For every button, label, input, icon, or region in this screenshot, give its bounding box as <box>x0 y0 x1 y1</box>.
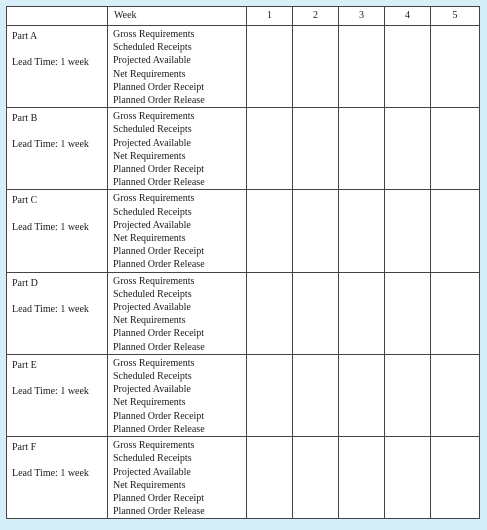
part-name: Part F <box>12 442 37 454</box>
part-cell <box>7 108 108 190</box>
week-cell[interactable] <box>385 272 431 354</box>
week-cell[interactable] <box>339 108 385 190</box>
row-label: Projected Available <box>113 55 191 67</box>
week-cell[interactable] <box>385 108 431 190</box>
row-label: Scheduled Receipts <box>113 288 192 300</box>
row-label: Planned Order Receipt <box>113 328 205 340</box>
part-name: Part D <box>12 277 38 289</box>
row-labels-cell <box>108 272 247 354</box>
row-label: Gross Requirements <box>113 440 195 452</box>
part-block <box>7 26 480 108</box>
part-block <box>7 190 480 272</box>
lead-time: Lead Time: 1 week <box>12 221 89 233</box>
week-cell[interactable] <box>293 437 339 519</box>
row-label: Projected Available <box>113 137 191 149</box>
part-cell <box>7 354 108 436</box>
row-label: Gross Requirements <box>113 111 195 123</box>
row-label: Net Requirements <box>113 150 186 162</box>
week-cell[interactable] <box>247 354 293 436</box>
row-label: Planned Order Release <box>113 95 205 107</box>
row-labels-cell <box>108 26 247 108</box>
part-cell <box>7 272 108 354</box>
part-cell <box>7 190 108 272</box>
corner-cell <box>7 7 108 26</box>
row-label: Net Requirements <box>113 315 186 327</box>
week-cell[interactable] <box>247 190 293 272</box>
row-label: Net Requirements <box>113 479 186 491</box>
week-cell[interactable] <box>247 437 293 519</box>
week-cell[interactable] <box>385 437 431 519</box>
week-cell[interactable] <box>431 354 480 436</box>
week-cell[interactable] <box>431 272 480 354</box>
row-label: Scheduled Receipts <box>113 124 192 136</box>
week-cell[interactable] <box>431 26 480 108</box>
part-name: Part C <box>12 195 38 207</box>
row-label: Gross Requirements <box>113 357 195 369</box>
week-cell[interactable] <box>385 26 431 108</box>
row-label: Net Requirements <box>113 68 186 80</box>
week-cell[interactable] <box>431 437 480 519</box>
row-label: Projected Available <box>113 302 191 314</box>
week-cell[interactable] <box>431 108 480 190</box>
row-label: Scheduled Receipts <box>113 453 192 465</box>
part-block <box>7 437 480 519</box>
week-header: 1 <box>247 7 293 26</box>
row-label: Projected Available <box>113 384 191 396</box>
week-cell[interactable] <box>293 272 339 354</box>
row-label: Planned Order Release <box>113 423 205 435</box>
row-label: Scheduled Receipts <box>113 206 192 218</box>
row-labels-cell <box>108 437 247 519</box>
part-name: Part E <box>12 359 37 371</box>
row-label: Scheduled Receipts <box>113 371 192 383</box>
week-cell[interactable] <box>339 437 385 519</box>
row-label: Scheduled Receipts <box>113 42 192 54</box>
row-label: Planned Order Receipt <box>113 246 205 258</box>
row-label: Net Requirements <box>113 233 186 245</box>
row-label: Planned Order Receipt <box>113 81 205 93</box>
lead-time: Lead Time: 1 week <box>12 57 89 69</box>
week-header: 4 <box>385 7 431 26</box>
week-cell[interactable] <box>247 272 293 354</box>
row-label: Projected Available <box>113 219 191 231</box>
week-header: 2 <box>293 7 339 26</box>
lead-time: Lead Time: 1 week <box>12 386 89 398</box>
week-cell[interactable] <box>339 354 385 436</box>
week-cell[interactable] <box>385 354 431 436</box>
row-label: Gross Requirements <box>113 275 195 287</box>
week-cell[interactable] <box>293 190 339 272</box>
part-name: Part B <box>12 113 38 125</box>
row-label: Gross Requirements <box>113 193 195 205</box>
week-header: 3 <box>339 7 385 26</box>
lead-time: Lead Time: 1 week <box>12 139 89 151</box>
row-label: Planned Order Receipt <box>113 164 205 176</box>
lead-time: Lead Time: 1 week <box>12 303 89 315</box>
row-label: Net Requirements <box>113 397 186 409</box>
row-label: Planned Order Release <box>113 177 205 189</box>
week-cell[interactable] <box>339 26 385 108</box>
part-block <box>7 272 480 354</box>
week-label: Week <box>108 7 247 26</box>
part-cell <box>7 437 108 519</box>
week-cell[interactable] <box>385 190 431 272</box>
header-row <box>7 7 480 26</box>
row-label: Planned Order Release <box>113 259 205 271</box>
row-label: Planned Order Release <box>113 506 205 518</box>
week-cell[interactable] <box>247 26 293 108</box>
week-header: 5 <box>431 7 480 26</box>
lead-time: Lead Time: 1 week <box>12 468 89 480</box>
week-cell[interactable] <box>293 26 339 108</box>
week-cell[interactable] <box>293 354 339 436</box>
row-label: Gross Requirements <box>113 29 195 40</box>
row-label: Projected Available <box>113 466 191 478</box>
row-labels-cell <box>108 190 247 272</box>
part-cell <box>7 26 108 108</box>
mrp-table <box>6 6 480 519</box>
row-label: Planned Order Receipt <box>113 410 205 422</box>
row-label: Planned Order Release <box>113 341 205 353</box>
week-cell[interactable] <box>431 190 480 272</box>
row-labels-cell <box>108 108 247 190</box>
part-name: Part A <box>12 31 38 42</box>
row-label: Planned Order Receipt <box>113 492 205 504</box>
part-block <box>7 354 480 436</box>
week-cell[interactable] <box>247 108 293 190</box>
week-cell[interactable] <box>293 108 339 190</box>
part-block <box>7 108 480 190</box>
week-cell[interactable] <box>339 190 385 272</box>
row-labels-cell <box>108 354 247 436</box>
week-cell[interactable] <box>339 272 385 354</box>
